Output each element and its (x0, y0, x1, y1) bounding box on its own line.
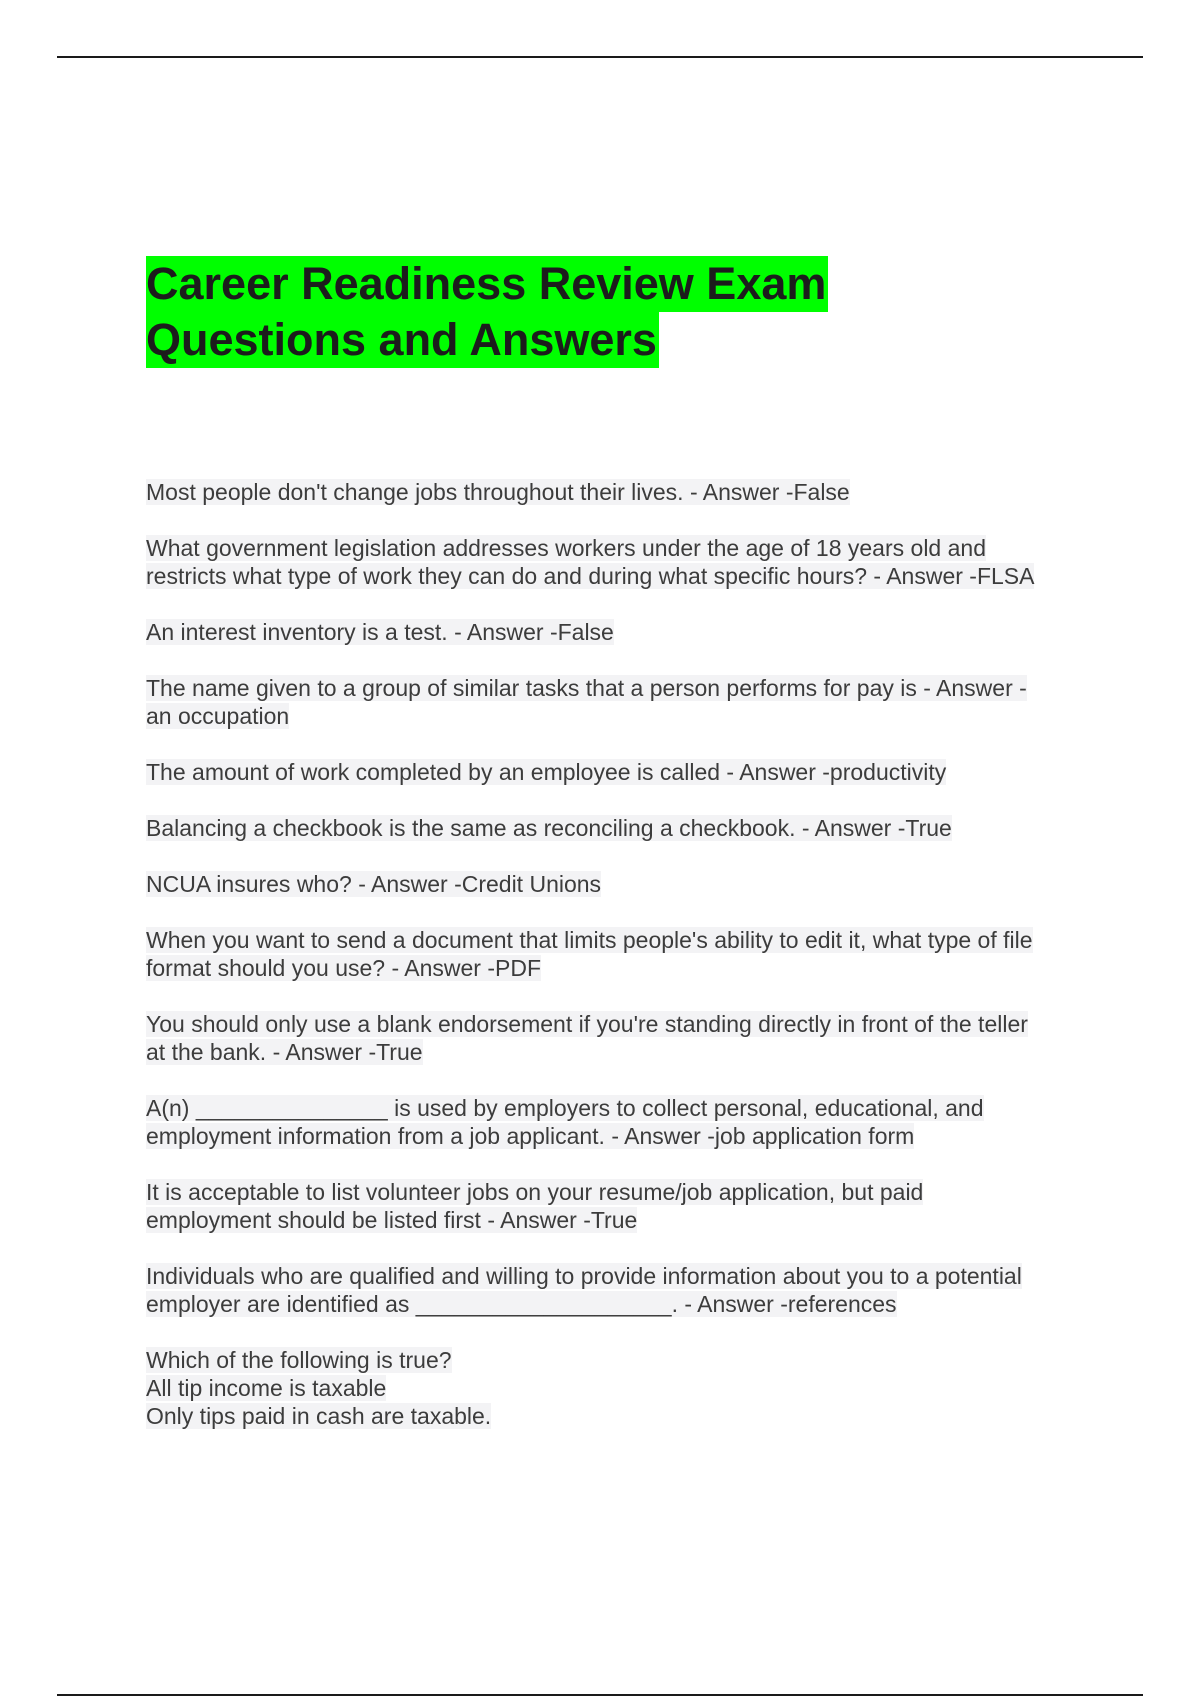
qa-line (146, 1206, 1086, 1234)
qa-line-text: an occupation (146, 703, 290, 729)
qa-item (146, 674, 1086, 730)
qa-item (146, 478, 1086, 506)
qa-line (146, 1290, 1086, 1318)
qa-line (146, 758, 1086, 786)
qa-item (146, 1178, 1086, 1234)
qa-line-text: NCUA insures who? - Answer -Credit Unions (146, 871, 602, 897)
qa-line (146, 1262, 1086, 1290)
qa-line (146, 1374, 1086, 1402)
qa-item (146, 814, 1086, 842)
qa-line-text: You should only use a blank endorsement if you're standing directly in front of the teller (146, 1011, 1028, 1037)
qa-item (146, 758, 1086, 786)
qa-item (146, 1346, 1086, 1430)
qa-item (146, 1094, 1086, 1150)
qa-line (146, 1038, 1086, 1066)
document-title (146, 256, 906, 368)
qa-item (146, 926, 1086, 982)
qa-line (146, 870, 1086, 898)
qa-line (146, 562, 1086, 590)
qa-line-text: Individuals who are qualified and willing to provide information about you to a potential (146, 1263, 1022, 1289)
qa-line-text: employment information from a job applicant. - Answer -job application form (146, 1123, 915, 1149)
top-rule (57, 56, 1143, 58)
qa-line (146, 1094, 1086, 1122)
qa-line-text: All tip income is taxable (146, 1375, 387, 1401)
qa-line (146, 1122, 1086, 1150)
bottom-rule (57, 1694, 1143, 1696)
qa-line-text: An interest inventory is a test. - Answer -False (146, 619, 614, 645)
qa-line-text: format should you use? - Answer -PDF (146, 955, 541, 981)
qa-line-text: Balancing a checkbook is the same as reconciling a checkbook. - Answer -True (146, 815, 952, 841)
qa-line-text: at the bank. - Answer -True (146, 1039, 423, 1065)
qa-item (146, 1010, 1086, 1066)
qa-line-text: employer are identified as ____________________. - Answer -references (146, 1291, 897, 1317)
qa-item (146, 618, 1086, 646)
qa-line (146, 1178, 1086, 1206)
qa-line (146, 954, 1086, 982)
qa-line (146, 1402, 1086, 1430)
qa-line-text: What government legislation addresses workers under the age of 18 years old and (146, 535, 986, 561)
qa-line (146, 1010, 1086, 1038)
qa-line-text: A(n) _______________ is used by employers to collect personal, educational, and (146, 1095, 984, 1121)
qa-line (146, 926, 1086, 954)
title-line: Questions and Answers (146, 312, 659, 368)
question-answer-list (146, 478, 1086, 1458)
qa-line (146, 534, 1086, 562)
qa-line-text: Which of the following is true? (146, 1347, 452, 1373)
qa-line (146, 702, 1086, 730)
qa-line-text: When you want to send a document that limits people's ability to edit it, what type of file (146, 927, 1033, 953)
qa-item (146, 534, 1086, 590)
qa-item (146, 870, 1086, 898)
qa-line-text: restricts what type of work they can do and during what specific hours? - Answer -FLSA (146, 563, 1035, 589)
qa-line-text: Most people don't change jobs throughout their lives. - Answer -False (146, 479, 850, 505)
qa-line (146, 814, 1086, 842)
qa-line-text: employment should be listed first - Answer -True (146, 1207, 638, 1233)
qa-line (146, 618, 1086, 646)
qa-line (146, 1346, 1086, 1374)
qa-line (146, 478, 1086, 506)
qa-line-text: Only tips paid in cash are taxable. (146, 1403, 492, 1429)
qa-line-text: The name given to a group of similar tasks that a person performs for pay is - Answer - (146, 675, 1027, 701)
qa-line-text: The amount of work completed by an employee is called - Answer -productivity (146, 759, 947, 785)
qa-item (146, 1262, 1086, 1318)
qa-line (146, 674, 1086, 702)
qa-line-text: It is acceptable to list volunteer jobs on your resume/job application, but paid (146, 1179, 924, 1205)
title-line: Career Readiness Review Exam (146, 256, 828, 312)
